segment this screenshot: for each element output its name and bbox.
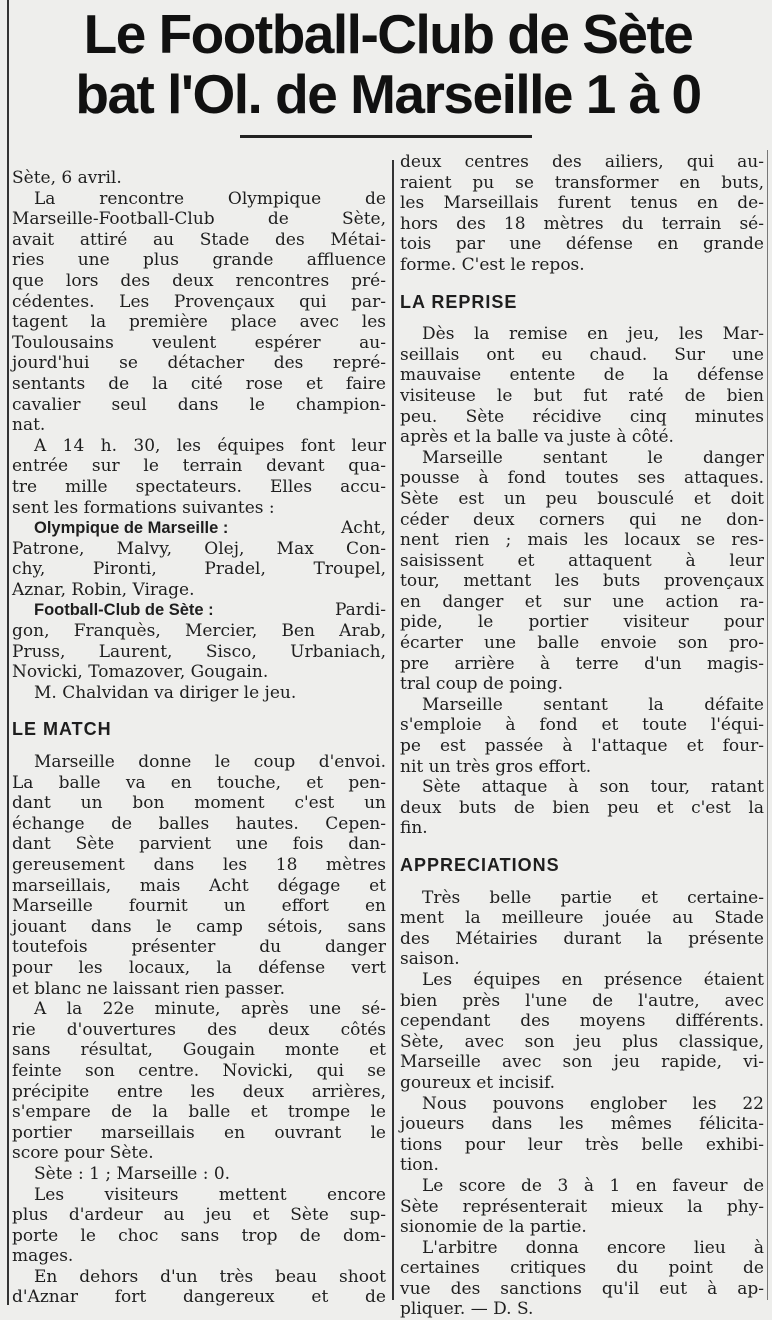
text-line: ries une plus grande affluence bbox=[12, 250, 386, 271]
text-line: mauvaise entente de la défense bbox=[400, 365, 764, 386]
article-column-right bbox=[400, 152, 764, 1320]
text-line: vue des sanctions qu'il eut à ap- bbox=[400, 1278, 764, 1299]
text-line: marseillais, mais Acht dégage et bbox=[12, 875, 386, 896]
team-lineup bbox=[12, 518, 386, 600]
section-heading bbox=[12, 719, 386, 740]
page-border-left bbox=[7, 0, 9, 1305]
text-line: porte le choc sans trop de dom- bbox=[12, 1225, 386, 1246]
lineup-text: Pardi- bbox=[335, 600, 386, 621]
text-line: dant un bon moment c'est un bbox=[12, 793, 386, 814]
text-line: tions pour leur très belle exhibi- bbox=[400, 1134, 764, 1155]
text-line: Sète, 6 avril. bbox=[12, 168, 122, 188]
text-line: Aznar, Robin, Virage. bbox=[12, 579, 195, 600]
text-line: pide, le portier visiteur pour bbox=[400, 612, 764, 633]
text-line: saison. bbox=[400, 949, 460, 970]
text-line: nat. bbox=[12, 415, 46, 436]
text-line bbox=[12, 600, 386, 621]
text-line: s'emploie à fond et toute l'équi- bbox=[400, 715, 764, 736]
text-line: Marseille donne le coup d'envoi. bbox=[34, 752, 386, 773]
text-line: Les équipes en présence étaient bbox=[422, 969, 764, 990]
text-line: que lors des deux rencontres pré- bbox=[12, 270, 386, 291]
text-line: pliquer. — D. S. bbox=[400, 1299, 534, 1320]
text-line: score pour Sète. bbox=[12, 1143, 154, 1164]
text-line: gereusement dans les 18 mètres bbox=[12, 855, 386, 875]
section-heading bbox=[400, 292, 764, 313]
text-line: A 14 h. 30, les équipes font leur bbox=[34, 435, 386, 456]
text-line: tion. bbox=[400, 1155, 439, 1176]
text-line: Sète représenterait mieux la phy- bbox=[400, 1196, 764, 1217]
text-line: pe est passée à l'attaque et four- bbox=[400, 736, 764, 757]
paragraph bbox=[400, 152, 764, 276]
text-line: tre mille spectateurs. Elles accu- bbox=[12, 476, 386, 497]
article-column-left bbox=[12, 168, 386, 1308]
section-heading bbox=[400, 855, 764, 876]
paragraph bbox=[400, 1176, 764, 1238]
text-line: pre arrière à terre d'un magis- bbox=[400, 653, 764, 674]
text-line: cédentes. Les Provençaux qui par- bbox=[12, 291, 386, 312]
text-line: Nous pouvons englober les 22 bbox=[422, 1093, 764, 1114]
headline bbox=[10, 4, 766, 124]
paragraph bbox=[400, 1238, 764, 1320]
dateline bbox=[12, 168, 386, 189]
text-line: LA REPRISE bbox=[400, 291, 518, 312]
text-line: Les visiteurs mettent encore bbox=[34, 1184, 386, 1205]
text-line: En dehors d'un très beau shoot bbox=[34, 1266, 386, 1287]
text-line: L'arbitre donna encore lieu à bbox=[422, 1237, 764, 1258]
text-line: Patrone, Malvy, Olej, Max Con- bbox=[12, 538, 386, 559]
headline-underline bbox=[240, 135, 532, 138]
text-line: sans résultat, Gougain monte et bbox=[12, 1040, 386, 1061]
text-line: LE MATCH bbox=[12, 719, 112, 740]
text-line: sent les formations suivantes : bbox=[12, 497, 275, 518]
text-line: deux centres des ailiers, qui au- bbox=[400, 152, 764, 172]
paragraph bbox=[400, 1094, 764, 1176]
headline-line-2: bat l'Ol. de Marseille 1 à 0 bbox=[75, 63, 701, 125]
text-line: fin. bbox=[400, 818, 428, 839]
text-line: plus d'ardeur au jeu et Sète sup- bbox=[12, 1205, 386, 1226]
text-line: nent rien ; mais les locaux se res- bbox=[400, 530, 764, 551]
page-border-right bbox=[767, 150, 768, 1300]
text-line: Marseille-Football-Club de Sète, bbox=[12, 209, 386, 230]
text-line: tagent la première place avec les bbox=[12, 312, 386, 333]
paragraph bbox=[400, 970, 764, 1094]
team-name: Olympique de Marseille : bbox=[34, 519, 229, 538]
text-line: Dès la remise en jeu, les Mar- bbox=[422, 324, 764, 345]
paragraph bbox=[12, 436, 386, 518]
text-line: échange de balles hautes. Cepen- bbox=[12, 813, 386, 834]
paragraph bbox=[400, 695, 764, 777]
text-line: Le score de 3 à 1 en faveur de bbox=[422, 1175, 764, 1196]
text-line: saisissent et attaquent à leur bbox=[400, 550, 764, 571]
paragraph bbox=[400, 324, 764, 448]
text-line: mages. bbox=[12, 1246, 74, 1267]
paragraph bbox=[12, 189, 386, 436]
text-line: goureux et incisif. bbox=[400, 1072, 556, 1093]
text-line: deux buts de bien peu et c'est la bbox=[400, 797, 764, 818]
text-line: hors des 18 mètres du terrain sé- bbox=[400, 213, 764, 234]
text-line: peu. Sète récidive cinq minutes bbox=[400, 406, 764, 427]
text-line: tour, mettant les buts provençaux bbox=[400, 571, 764, 592]
text-line: Sète attaque à son tour, ratant bbox=[422, 777, 764, 798]
paragraph bbox=[12, 1164, 386, 1185]
text-line: s'empare de la balle et trompe le bbox=[12, 1102, 386, 1123]
text-line: raient pu se transformer en buts, bbox=[400, 172, 764, 193]
text-line: pour les locaux, la défense vert bbox=[12, 957, 386, 978]
text-line: Sète, avec son jeu plus classique, bbox=[400, 1031, 764, 1052]
text-line: Marseille sentant le danger bbox=[422, 447, 764, 468]
text-line: en danger et sur une action ra- bbox=[400, 591, 764, 612]
text-line: Toulousains veulent espérer au- bbox=[12, 332, 386, 353]
text-line: dant Sète parvient une fois dan- bbox=[12, 834, 386, 855]
text-line: cavalier seul dans le champion- bbox=[12, 394, 386, 415]
text-line: toutefois présenter du danger bbox=[12, 937, 386, 958]
text-line: avait attiré au Stade des Métai- bbox=[12, 229, 386, 250]
text-line: des Métairies durant la présente bbox=[400, 928, 764, 949]
text-line: sentants de la cité rose et faire bbox=[12, 373, 386, 394]
text-line: rie d'ouvertures des deux côtés bbox=[12, 1019, 386, 1040]
text-line: Sète est un peu bousculé et doit bbox=[400, 488, 764, 509]
text-line: La balle va en touche, et pen- bbox=[12, 772, 386, 793]
text-line: cependant des moyens différents. bbox=[400, 1011, 764, 1032]
text-line: forme. C'est le repos. bbox=[400, 254, 585, 275]
text-line: ment la meilleure jouée au Stade bbox=[400, 908, 764, 929]
text-line: bien près l'une de l'autre, avec bbox=[400, 990, 764, 1011]
team-name: Football-Club de Sète : bbox=[34, 601, 214, 620]
text-line: Marseille fournit un effort en bbox=[12, 896, 386, 917]
paragraph bbox=[400, 777, 764, 839]
paragraph bbox=[12, 1267, 386, 1308]
text-line: Novicki, Tomazover, Gougain. bbox=[12, 662, 269, 683]
paragraph bbox=[12, 683, 386, 704]
text-line: d'Aznar fort dangereux et de bbox=[12, 1287, 386, 1308]
lineup-text: Acht, bbox=[341, 518, 386, 539]
headline-line-1: Le Football-Club de Sète bbox=[83, 3, 693, 65]
text-line: portier marseillais en ouvrant le bbox=[12, 1122, 386, 1143]
team-lineup bbox=[12, 600, 386, 682]
text-line: céder deux corners qui ne don- bbox=[400, 509, 764, 530]
text-line: jouant dans le camp sétois, sans bbox=[12, 916, 386, 937]
text-line: pousse à fond toutes ses attaques. bbox=[400, 468, 764, 489]
text-line: après et la balle va juste à côté. bbox=[400, 427, 674, 448]
text-line: gon, Franquès, Mercier, Ben Arab, bbox=[12, 621, 386, 642]
text-line: certaines critiques du point de bbox=[400, 1258, 764, 1279]
text-line: les Marseillais furent tenus en de- bbox=[400, 193, 764, 214]
column-divider bbox=[392, 160, 394, 1300]
paragraph bbox=[400, 888, 764, 970]
text-line: nit un très gros effort. bbox=[400, 756, 592, 777]
text-line: joueurs dans les mêmes félicita- bbox=[400, 1114, 764, 1135]
text-line: Marseille sentant la défaite bbox=[422, 694, 764, 715]
text-line: A la 22e minute, après une sé- bbox=[34, 999, 386, 1020]
text-line: et blanc ne laissant rien passer. bbox=[12, 978, 285, 999]
text-line bbox=[12, 518, 386, 539]
paragraph bbox=[12, 752, 386, 999]
text-line: chy, Pironti, Pradel, Troupel, bbox=[12, 559, 386, 580]
paragraph bbox=[12, 1185, 386, 1267]
text-line: sionomie de la partie. bbox=[400, 1217, 587, 1238]
text-line: jourd'hui se détacher des repré- bbox=[12, 353, 386, 374]
text-line: Pruss, Laurent, Sisco, Urbaniach, bbox=[12, 641, 386, 662]
text-line: seillais ont eu chaud. Sur une bbox=[400, 344, 764, 365]
text-line: tral coup de poing. bbox=[400, 674, 564, 695]
text-line: feinte son centre. Novicki, qui se bbox=[12, 1060, 386, 1081]
text-line: précipite entre les deux arrières, bbox=[12, 1081, 386, 1102]
paragraph bbox=[12, 999, 386, 1164]
text-line: Sète : 1 ; Marseille : 0. bbox=[34, 1163, 231, 1184]
text-line: Très belle partie et certaine- bbox=[422, 887, 764, 908]
text-line: tois par une défense en grande bbox=[400, 234, 764, 255]
text-line: M. Chalvidan va diriger le jeu. bbox=[34, 682, 297, 703]
paragraph bbox=[400, 448, 764, 695]
text-line: APPRECIATIONS bbox=[400, 855, 560, 875]
text-line: écarter une balle envoie son pro- bbox=[400, 633, 764, 654]
text-line: entrée sur le terrain devant qua- bbox=[12, 456, 386, 477]
text-line: visiteuse le but fut raté de bien bbox=[400, 385, 764, 406]
text-line: Marseille avec son jeu rapide, vi- bbox=[400, 1052, 764, 1073]
text-line: La rencontre Olympique de bbox=[34, 188, 386, 209]
